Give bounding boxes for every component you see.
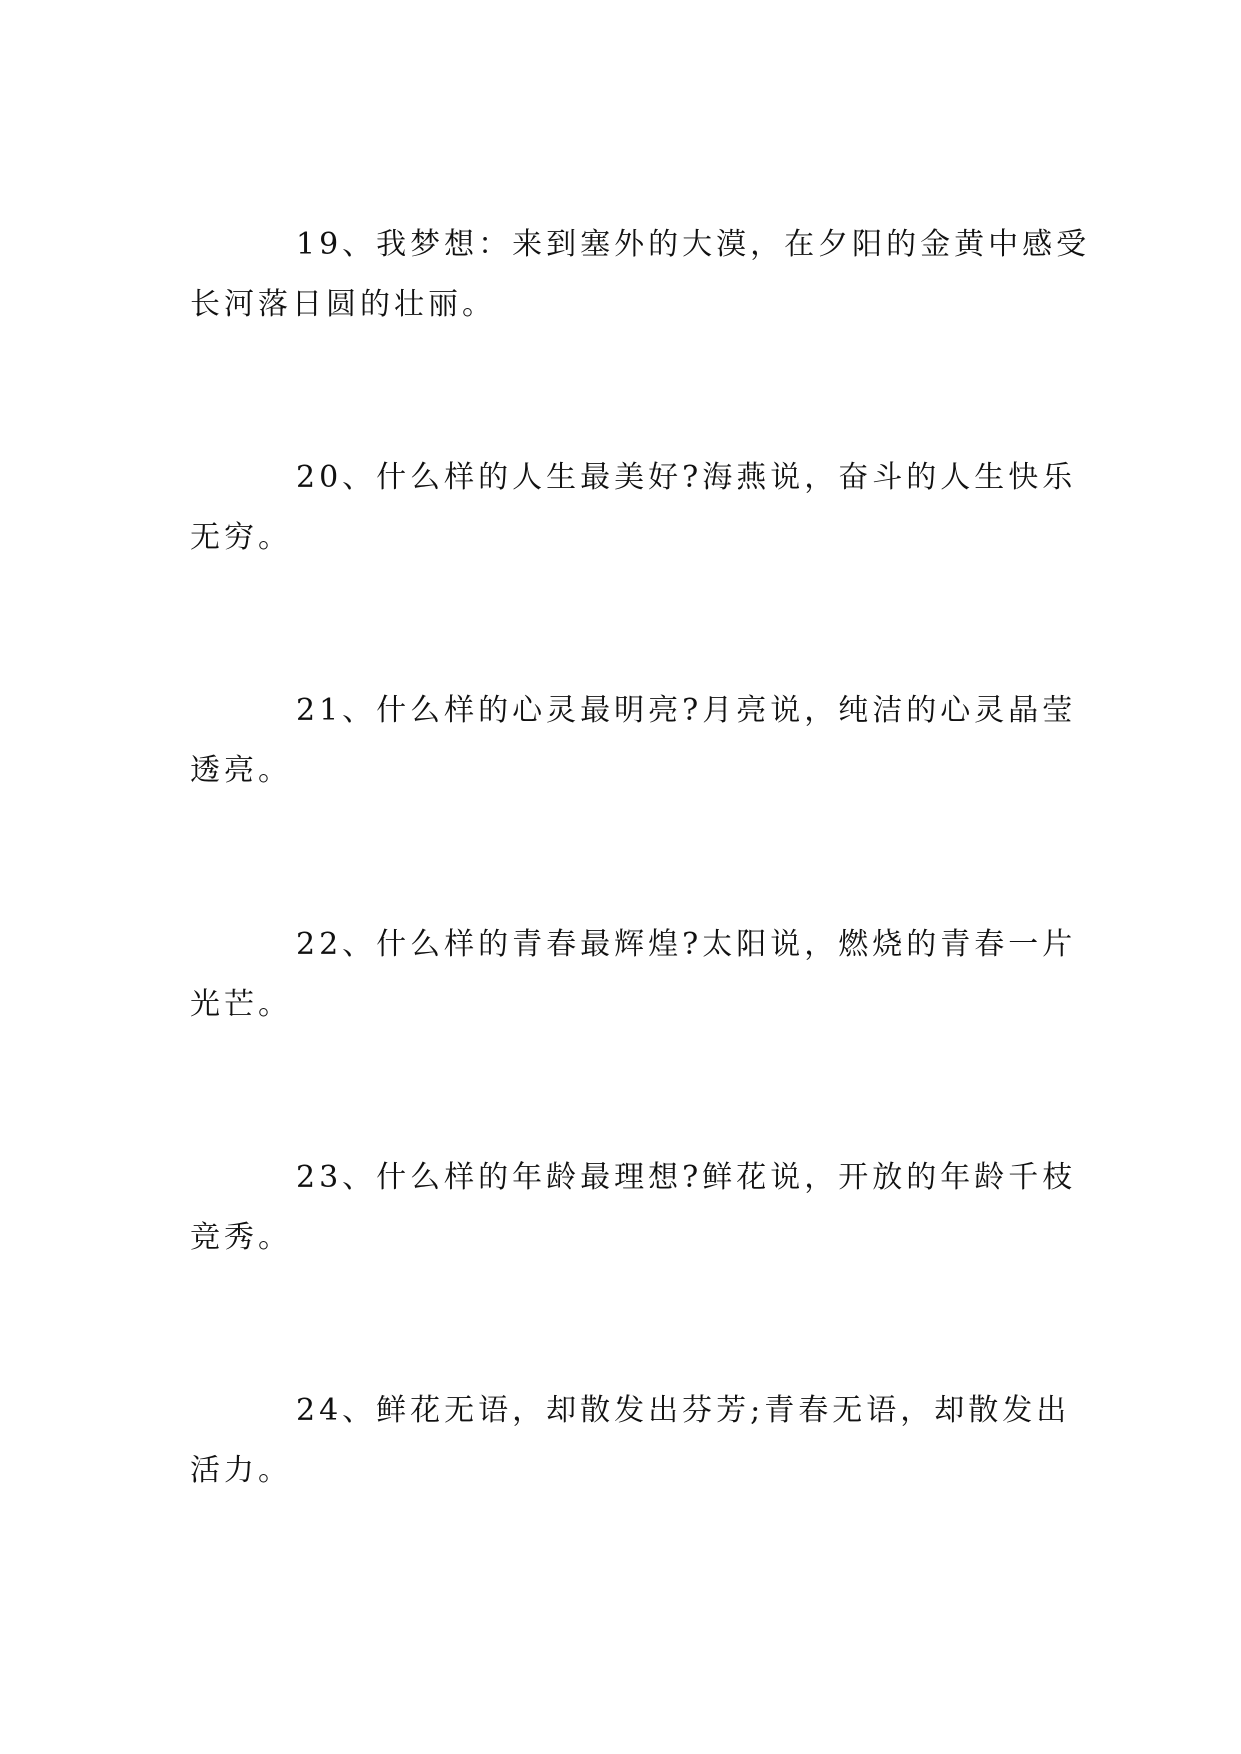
paragraph-22	[190, 915, 1077, 1035]
paragraph-line: 19、我梦想：来到塞外的大漠，在夕阳的金黄中感受	[296, 227, 1091, 262]
paragraph-line: 竞秀。	[190, 1220, 292, 1255]
paragraph-line: 21、什么样的心灵最明亮?月亮说，纯洁的心灵晶莹	[296, 693, 1077, 728]
paragraph-line: 长河落日圆的壮丽。	[190, 287, 496, 322]
paragraph-line: 透亮。	[190, 753, 292, 788]
paragraph-line: 无穷。	[190, 520, 292, 555]
paragraph-line: 24、鲜花无语，却散发出芬芳;青春无语，却散发出	[296, 1393, 1071, 1428]
paragraph-line: 光芒。	[190, 987, 292, 1022]
paragraph-21	[190, 681, 1077, 801]
paragraph-24	[190, 1381, 1071, 1501]
paragraph-line: 活力。	[190, 1453, 292, 1488]
paragraph-19	[190, 215, 1091, 335]
paragraph-20	[190, 448, 1077, 568]
paragraph-line: 20、什么样的人生最美好?海燕说，奋斗的人生快乐	[296, 460, 1077, 495]
paragraph-line: 22、什么样的青春最辉煌?太阳说，燃烧的青春一片	[296, 927, 1077, 962]
paragraph-line: 23、什么样的年龄最理想?鲜花说，开放的年龄千枝	[296, 1160, 1077, 1195]
paragraph-23	[190, 1148, 1077, 1268]
